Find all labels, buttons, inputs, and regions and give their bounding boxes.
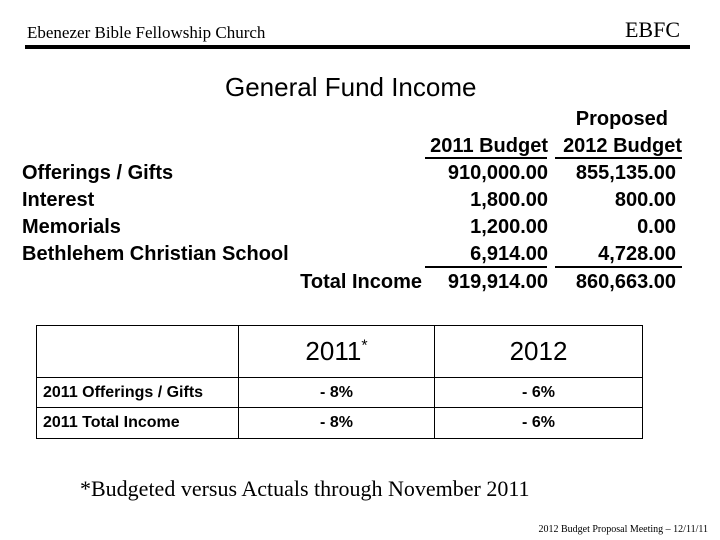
variance-2011: - 8%: [239, 408, 435, 439]
row-label: 2011 Offerings / Gifts: [37, 378, 239, 408]
column-header-underline: [425, 157, 547, 159]
row-label: Interest: [22, 189, 95, 211]
row-label: Bethlehem Christian School: [22, 243, 289, 265]
cell-2012-budget: 800.00: [614, 189, 676, 211]
cell-2011-budget: 910,000.00: [447, 162, 548, 184]
organization-name: Ebenezer Bible Fellowship Church: [27, 23, 266, 42]
header-2011: [239, 326, 435, 378]
row-label: Memorials: [22, 216, 121, 238]
variance-2012: - 6%: [435, 408, 643, 439]
slide-title: General Fund Income: [225, 72, 477, 102]
variance-2012: - 6%: [435, 378, 643, 408]
empty-header-cell: [37, 326, 239, 378]
row-label: Offerings / Gifts: [22, 162, 174, 184]
cell-2012-budget: 855,135.00: [575, 162, 676, 184]
column-header-proposed: Proposed: [575, 108, 668, 130]
header-divider: [25, 45, 690, 49]
column-header-2012-budget: 2012 Budget: [563, 135, 682, 157]
cell-2011-budget: 1,200.00: [470, 216, 548, 238]
footnote-marker: *: [361, 337, 368, 355]
cell-2012-budget: 4,728.00: [598, 243, 676, 265]
cell-2011-budget: 6,914.00: [470, 243, 548, 265]
total-2011-budget: 919,914.00: [447, 271, 548, 293]
cell-2012-budget: 0.00: [637, 216, 676, 238]
total-2012-budget: 860,663.00: [575, 271, 676, 293]
column-header-2011-budget: 2011 Budget: [430, 135, 548, 157]
footnote: *Budgeted versus Actuals through November 2011: [80, 476, 530, 501]
variance-table: [36, 325, 643, 439]
column-header-underline: [555, 157, 682, 159]
header-2011-label: 2011: [305, 336, 362, 366]
organization-abbreviation: EBFC: [624, 17, 680, 42]
header-2012: 2012: [435, 326, 643, 378]
variance-2011: - 8%: [239, 378, 435, 408]
subtotal-underline: [425, 266, 547, 268]
footer-meeting-label: 2012 Budget Proposal Meeting – 12/11/11: [538, 524, 708, 535]
row-label: 2011 Total Income: [37, 408, 239, 439]
total-label: Total Income: [300, 271, 422, 293]
subtotal-underline: [555, 266, 682, 268]
cell-2011-budget: 1,800.00: [470, 189, 548, 211]
